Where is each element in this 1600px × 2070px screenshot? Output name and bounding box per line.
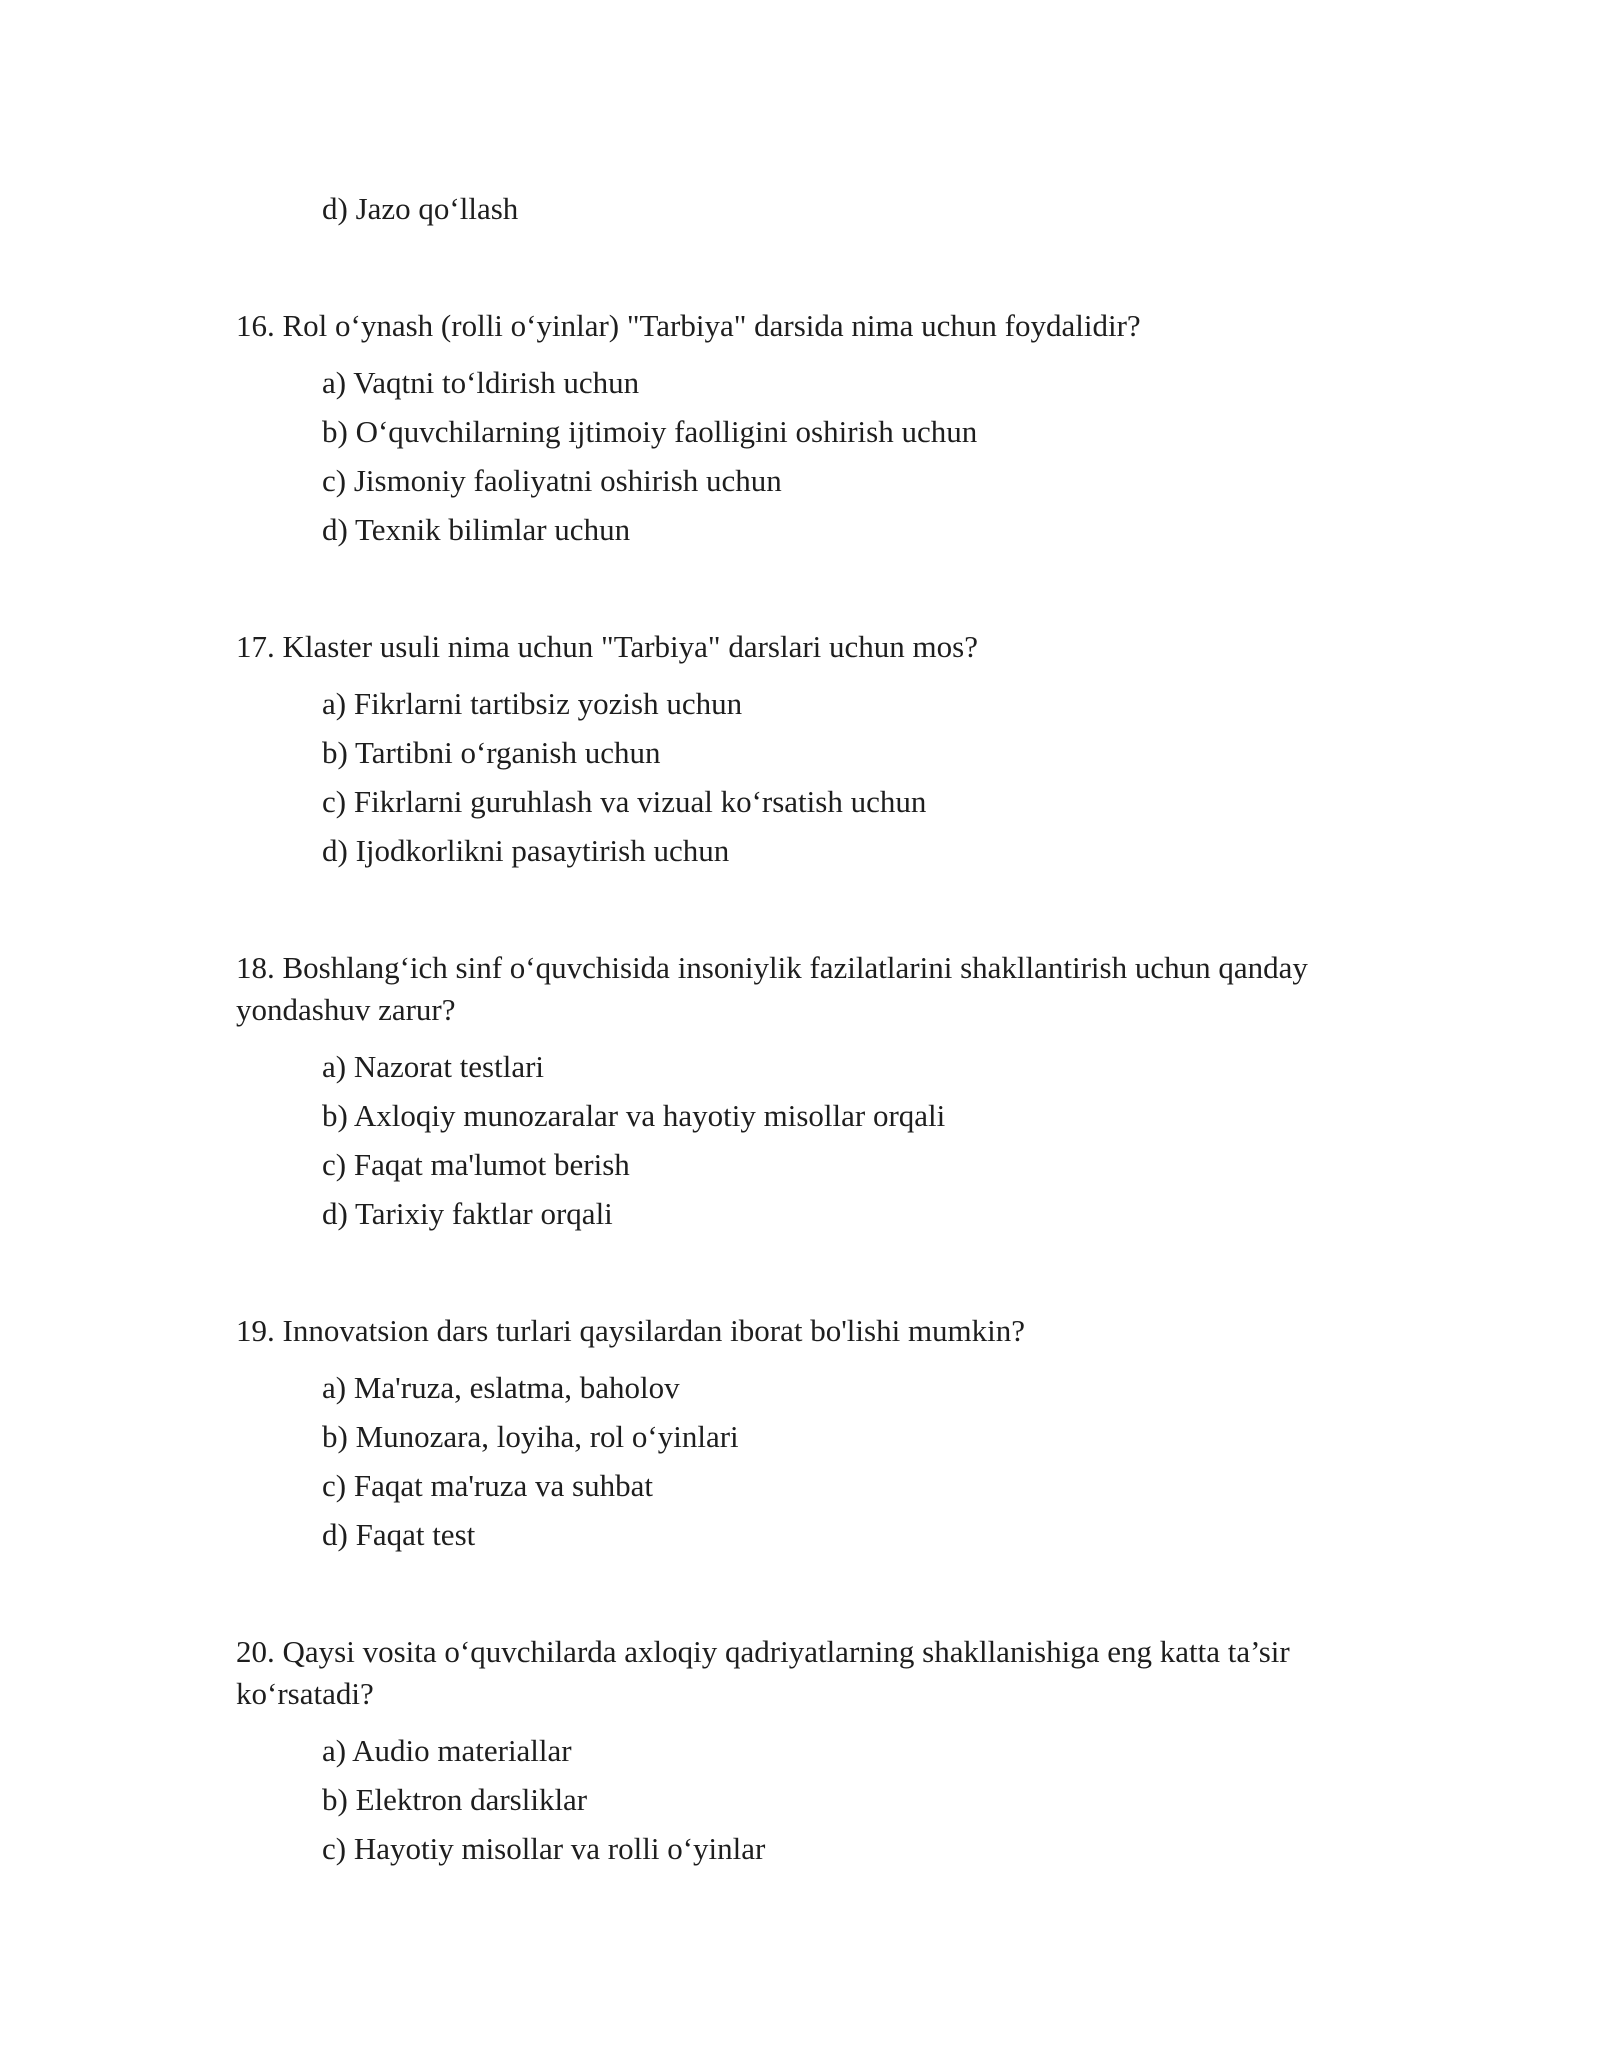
question-18-option-b: b) Axloqiy munozaralar va hayotiy misollar orqali bbox=[322, 1098, 946, 1133]
question-20-text-line-2: ko‘rsatadi? bbox=[236, 1676, 374, 1711]
question-18-option-d: d) Tarixiy faktlar orqali bbox=[322, 1196, 613, 1231]
question-16-option-c: c) Jismoniy faoliyatni oshirish uchun bbox=[322, 463, 782, 498]
question-19-option-c: c) Faqat ma'ruza va suhbat bbox=[322, 1468, 653, 1503]
prev-question-option-d: d) Jazo qo‘llash bbox=[322, 191, 519, 226]
question-16-option-a: a) Vaqtni to‘ldirish uchun bbox=[322, 365, 640, 400]
question-19-option-a: a) Ma'ruza, eslatma, baholov bbox=[322, 1370, 680, 1405]
question-16-option-d: d) Texnik bilimlar uchun bbox=[322, 512, 631, 547]
question-18-text-line-1: 18. Boshlang‘ich sinf o‘quvchisida insoniylik fazilatlarini shakllantirish uchun qanday bbox=[236, 950, 1308, 985]
question-16-text: 16. Rol o‘ynash (rolli o‘yinlar) "Tarbiya" darsida nima uchun foydalidir? bbox=[236, 308, 1141, 343]
question-17-option-a: a) Fikrlarni tartibsiz yozish uchun bbox=[322, 686, 743, 721]
question-18-text-line-2: yondashuv zarur? bbox=[236, 992, 456, 1027]
question-17-option-c: c) Fikrlarni guruhlash va vizual ko‘rsatish uchun bbox=[322, 784, 927, 819]
question-17-text: 17. Klaster usuli nima uchun "Tarbiya" darslari uchun mos? bbox=[236, 629, 978, 664]
question-19-option-b: b) Munozara, loyiha, rol o‘yinlari bbox=[322, 1419, 739, 1454]
question-17-option-d: d) Ijodkorlikni pasaytirish uchun bbox=[322, 833, 730, 868]
question-17-option-b: b) Tartibni o‘rganish uchun bbox=[322, 735, 661, 770]
question-16-option-b: b) O‘quvchilarning ijtimoiy faolligini oshirish uchun bbox=[322, 414, 978, 449]
question-20-text-line-1: 20. Qaysi vosita o‘quvchilarda axloqiy qadriyatlarning shakllanishiga eng katta ta’sir bbox=[236, 1634, 1290, 1669]
question-20-option-c: c) Hayotiy misollar va rolli o‘yinlar bbox=[322, 1831, 766, 1866]
question-19-option-d: d) Faqat test bbox=[322, 1517, 476, 1552]
question-18-option-a: a) Nazorat testlari bbox=[322, 1049, 545, 1084]
question-18-option-c: c) Faqat ma'lumot berish bbox=[322, 1147, 630, 1182]
question-20-option-b: b) Elektron darsliklar bbox=[322, 1782, 588, 1817]
question-20-option-a: a) Audio materiallar bbox=[322, 1733, 572, 1768]
question-19-text: 19. Innovatsion dars turlari qaysilardan iborat bo'lishi mumkin? bbox=[236, 1313, 1026, 1348]
